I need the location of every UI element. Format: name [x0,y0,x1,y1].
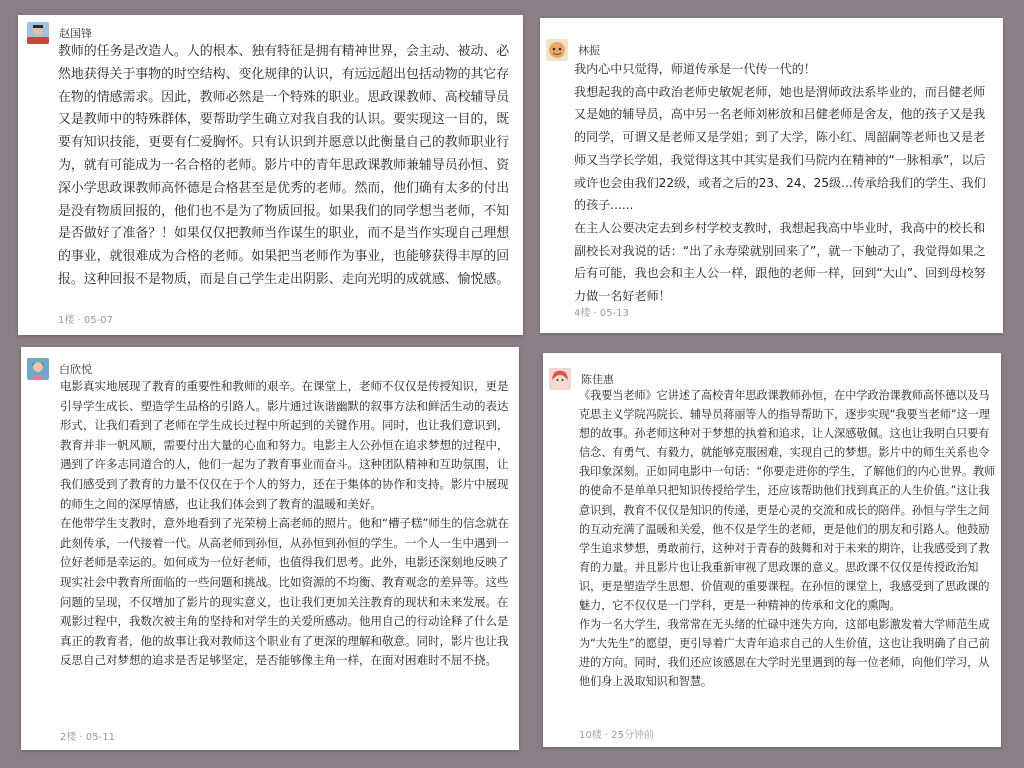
comment-meta: 4楼 · 05-13 [574,308,629,319]
comment-body [574,58,996,308]
username[interactable]: 林振 [578,44,600,57]
comment-paragraph: 作为一名大学生，我常常在无头绪的忙碌中迷失方向，这部电影激发着大学师范生成为“大先生”的愿望，更引导着广大青年追求自己的人生价值，这也让我明确了自己前进的方向。同时，我们还应该感恩在大学时光里遇到的每一位老师，向他们学习，从他们身上汲取知识和智慧。 [579,618,990,689]
comment-card [543,353,1001,747]
avatar-cartoon-icon [549,368,571,390]
username[interactable]: 赵国锋 [59,27,92,40]
username[interactable]: 白欣悦 [59,363,92,376]
comment-paragraph: 《我要当老师》它讲述了高校青年思政课教师孙恒，在中学政治课教师高怀德以及马克思主义学院冯院长、辅导员蒋丽等人的指导帮助下，逐步实现“我要当老师”这一理想的故事。孙老师这种对于梦想的执着和追求，让人深感敬佩。这也让我明白只要有信念、有勇气、有毅力，就能够克服困难，实现自己的梦想。影片中的师生关系也令我印象深刻。正如同电影中一句话：“你要走进你的学生，了解他们的内心世界。教师的使命不是单单只把知识传授给学生，还应该帮助他们找到真正的人生价值。”这让我意识到，教育不仅仅是知识的传递，更是心灵的交流和成长的陪伴。孙恒与学生之间的互动充满了温暖和关爱，他不仅是学生的老师，更是他们的朋友和引路人。他鼓励学生追求梦想，勇敢前行，这种对于青春的鼓舞和对于未来的期许，让我感受到了教育的力量。并且影片也让我重新审视了思政课的意义。思政课不仅仅是传授政治知识，更是塑造学生思想、价值观的重要课程。在孙恒的课堂上，我感受到了思政课的魅力，它不仅仅是一门学科，更是一种精神的传承和文化的熏陶。 [579,389,996,613]
avatar[interactable] [549,368,571,390]
comment-body [60,377,515,671]
comment-card [21,347,519,750]
comment-paragraph: 在主人公要决定去到乡村学校支教时，我想起我高中毕业时，我高中的校长和副校长对我说的话：“出了永寿梁就别回来了”，就一下触动了，我觉得如果之后有可能，我也会和主人公一样，跟他的老师一样，回到“大山”、回到母校努力做一名好老师！ [574,220,986,304]
comment-meta: 10楼 · 25分钟前 [579,730,654,741]
avatar[interactable] [27,358,49,380]
comment-paragraph: 教师的任务是改造人。人的根本、独有特征是拥有精神世界，会主动、被动、必然地获得关于事物的时空结构、变化规律的认识，有远远超出包括动物的其它存在物的情感需求。因此，教师必然是一个特殊的职业。思政课教师、高校辅导员又是教师中的特殊群体，要帮助学生确立对我自我的认识。要实现这一目的，既要有知识技能，更要有仁爱胸怀。只有认识到并愿意以此衡量自己的教师职业行为，就有可能成为一名合格的老师。影片中的青年思政课教师兼辅导员孙恒、资深小学思政课教师高怀德是合格甚至是优秀的老师。然而，他们确有太多的付出是没有物质回报的，他们也不是为了物质回报。如果我们的同学想当老师，不知是否做好了准备？！如果仅仅把教师当作谋生的职业，而不是当作实现自己理想的事业，就很难成为合格的老师。如果把当老师作为事业，也能够获得丰厚的回报。这种回报不是物质，而是自己学生走出阴影、走向光明的成就感、愉悦感。 [58,44,510,287]
comment-card [18,15,523,335]
comment-meta: 1楼 · 05-07 [58,315,113,326]
avatar-person-icon [27,22,49,44]
avatar[interactable] [27,22,49,44]
avatar-cartoon-icon [546,39,568,61]
comment-body [58,41,516,292]
avatar-photo-icon [27,358,49,380]
comment-paragraph: 电影真实地展现了教育的重要性和教师的艰辛。在课堂上，老师不仅仅是传授知识，更是引导学生成长、塑造学生品格的引路人。影片通过诙谐幽默的叙事方法和鲜活生动的表达形式，让我们看到了老师在学生成长过程中所起到的关键作用。同时，也让我们意识到，教育并非一帆风顺，需要付出大量的心血和努力。电影主人公孙恒在追求梦想的过程中，遇到了许多志同道合的人，他们一起为了教育事业而奋斗。这种团队精神和互助氛围，让我们感受到了教育的力量不仅仅在于个人的努力，还在于集体的协作和支持。影片中展现的师生之间的深厚情感，也让我们体会到了教育的温暖和美好。 [60,379,509,511]
username[interactable]: 陈佳惠 [581,373,614,386]
comment-paragraph: 在他带学生支教时，意外地看到了光荣榜上高老师的照片。他和“槽子糕”师生的信念就在此刻传承，一代接着一代。从高老师到孙恒，从孙恒到孙恒的学生。一个人一生中遇到一位好老师是幸运的。如何成为一位好老师，也值得我们思考。此外，电影还深刻地反映了现实社会中教育所面临的一些问题和挑战。比如资源的不均衡、教育观念的差异等。这些问题的呈现，不仅增加了影片的现实意义，也让我们更加关注教育的现状和未来发展。在观影过程中，我数次被主角的坚持和对学生的关爱所感动。他用自己的行动诠释了什么是真正的教育者，他的故事让我对教师这个职业有了更深的理解和敬意。同时，影片也让我反思自己对梦想的追求是否足够坚定，是否能够像主角一样，在面对困难时不屈不挠。 [60,516,509,668]
comment-meta: 2楼 · 05-11 [60,732,115,743]
comment-card [540,18,1003,333]
avatar[interactable] [546,39,568,61]
comment-body [579,386,997,692]
comment-paragraph: 我想起我的高中政治老师史敏妮老师，她也是渭师政法系毕业的，而吕健老师又是她的辅导员，高中另一名老师刘彬放和吕健老师是舍友，他的孩子又是我的同学，可谓又是老师又是学姐；到了大学，陈小红、周韶嗣等老师也又是老师又当学长学姐，我觉得这其中其实是我们马院内在精神的“一脉相承”，以后或许也会由我们22级，或者之后的23、24、25级...传承给我们的学生、我们的孩子...... [574,84,986,213]
comment-paragraph: 我内心中只觉得，师道传承是一代传一代的！ [574,62,816,76]
